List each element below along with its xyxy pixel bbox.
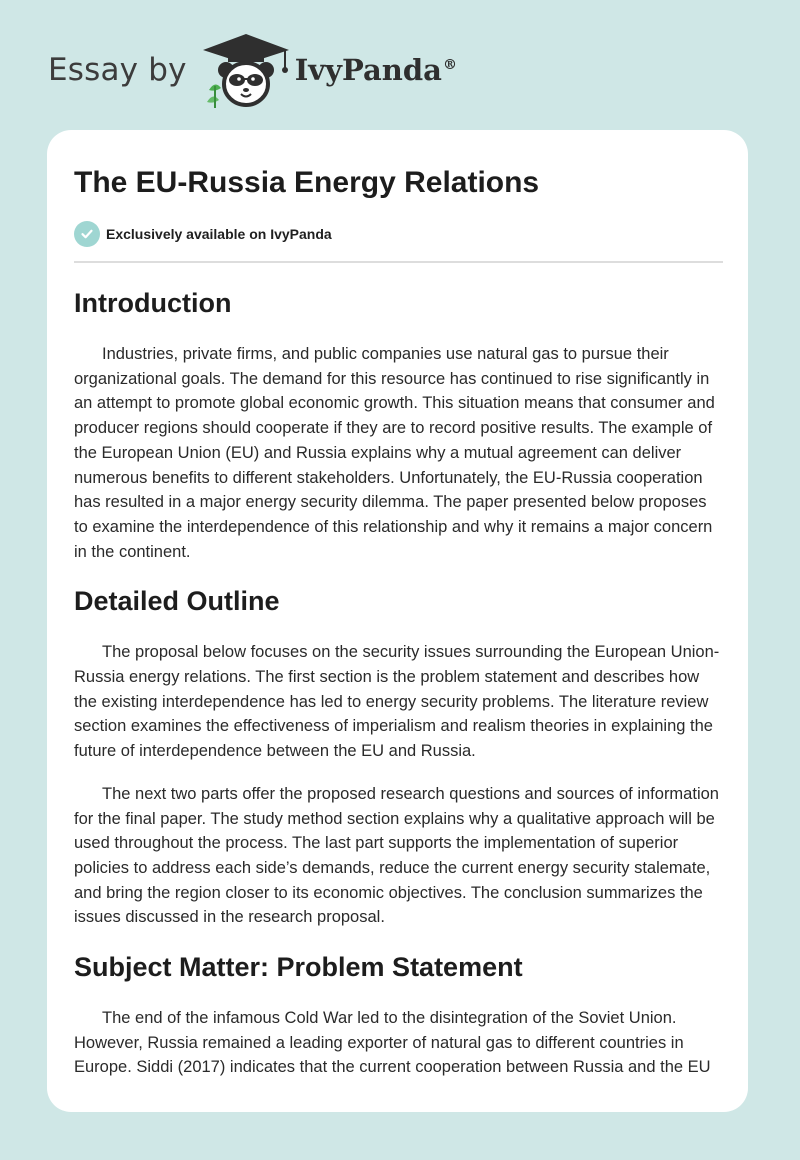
section-introduction	[74, 280, 723, 564]
section-problem-statement	[74, 944, 723, 1080]
section-detailed-outline	[74, 578, 723, 930]
section-heading: Introduction	[74, 288, 232, 318]
paragraph: The proposal below focuses on the security issues surrounding the European Union-Russia energy relations. The first section is the problem statement and describes how the existing interdependence has led to energy security problems. The literature review section examines the effectiveness of imperialism and realism theories in explaining the future of interdependence between the EU and Russia.	[74, 643, 720, 761]
exclusive-badge	[74, 221, 332, 247]
section-heading: Subject Matter: Problem Statement	[74, 952, 523, 983]
article-card	[47, 130, 748, 1112]
panda-logo-icon[interactable]	[201, 30, 291, 110]
article-body	[74, 280, 723, 1080]
article-title: The EU-Russia Energy Relations	[74, 166, 540, 199]
paragraph: Industries, private firms, and public companies use natural gas to pursue their organizational goals. The demand for this resource has continued to rise significantly in an attempt to promote global economic growth. This situation means that consumer and producer regions should cooperate if they are to record positive results. The example of the European Union (EU) and Russia explains why a mutual agreement can deliver numerous benefits to different stakeholders. Unfortunately, the EU-Russia cooperation has resulted in a major energy security dilemma. The paper presented below proposes to examine the interdependence of this relationship and why it remains a major concern in the continent.	[74, 345, 715, 561]
brand-name[interactable]: IvyPanda®	[294, 53, 457, 87]
section-heading: Detailed Outline	[74, 586, 280, 617]
title-divider	[74, 261, 723, 263]
paragraph: The end of the infamous Cold War led to the disintegration of the Soviet Union. However, Russia remained a leading exporter of natural gas to different countries in Europe. Siddi (2017) indicates that the current cooperation between Russia and the EU	[74, 1009, 711, 1077]
checkmark-circle-icon	[74, 221, 100, 247]
paragraph: The next two parts offer the proposed research questions and sources of information for the final paper. The study method section explains why a qualitative approach will be used throughout the process. The last part supports the implementation of superior policies to address each side’s demands, reduce the current energy security stalemate, and bring the region closer to its economic objectives. The conclusion summarizes the issues discussed in the research proposal.	[74, 784, 719, 927]
badge-label: Exclusively available on IvyPanda	[106, 226, 332, 242]
site-header	[48, 30, 457, 110]
essay-by-label: Essay by	[48, 52, 187, 88]
registered-mark: ®	[442, 57, 457, 74]
